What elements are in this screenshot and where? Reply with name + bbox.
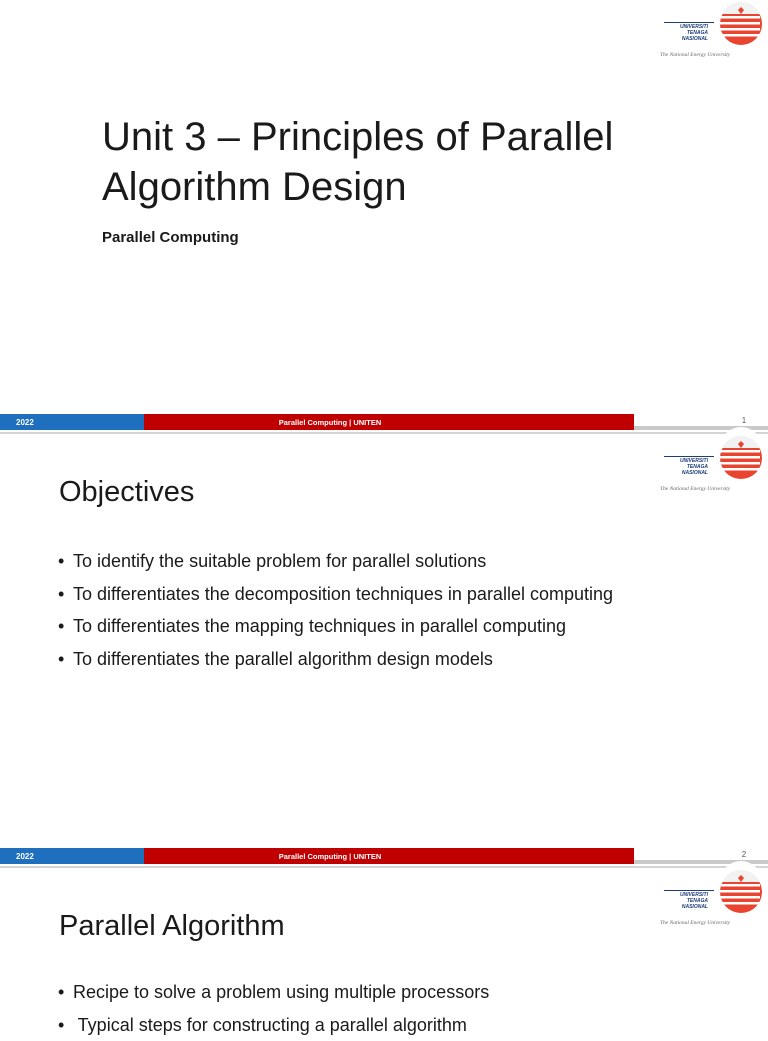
footer-course: Parallel Computing | UNITEN <box>144 418 516 427</box>
footer-course: Parallel Computing | UNITEN <box>144 852 516 861</box>
slide-footer <box>0 846 768 866</box>
list-item: • To differentiates the mapping techniques in parallel computing <box>58 610 613 643</box>
svg-text:TENAGA: TENAGA <box>687 30 709 36</box>
logo-tagline: The National Energy University <box>660 920 760 926</box>
list-item: • To identify the suitable problem for parallel solutions <box>58 545 613 578</box>
uniten-logo <box>660 870 760 930</box>
svg-text:TENAGA: TENAGA <box>687 898 709 904</box>
list-item: • Typical steps for constructing a parallel algorithm <box>58 1009 489 1041</box>
slide-title: Parallel Algorithm <box>59 910 285 943</box>
slide-subtitle: Parallel Computing <box>102 229 239 246</box>
slide-1 <box>0 0 768 432</box>
slide-number: 2 <box>736 850 752 859</box>
svg-text:UNIVERSITI: UNIVERSITI <box>680 892 709 898</box>
list-item: • Recipe to solve a problem using multiple processors <box>58 976 489 1009</box>
svg-text:NASIONAL: NASIONAL <box>682 36 708 42</box>
footer-year: 2022 <box>16 418 34 427</box>
bullet-list <box>58 976 489 1041</box>
uniten-logo <box>660 436 760 496</box>
list-item: • To differentiates the decomposition techniques in parallel computing <box>58 578 613 611</box>
logo-tagline: The National Energy University <box>660 486 760 492</box>
slide-2 <box>0 434 768 866</box>
slide-title: Objectives <box>59 476 194 509</box>
svg-text:TENAGA: TENAGA <box>687 464 709 470</box>
bullet-list <box>58 545 613 675</box>
list-item: • To differentiates the parallel algorithm design models <box>58 643 613 676</box>
svg-text:NASIONAL: NASIONAL <box>682 904 708 910</box>
slide-title: Unit 3 – Principles of Parallel Algorithm Design <box>102 112 702 212</box>
footer-year: 2022 <box>16 852 34 861</box>
svg-text:UNIVERSITI: UNIVERSITI <box>680 24 709 30</box>
uniten-logo <box>660 2 760 62</box>
svg-text:UNIVERSITI: UNIVERSITI <box>680 458 709 464</box>
svg-text:NASIONAL: NASIONAL <box>682 470 708 476</box>
slide-3 <box>0 868 768 1024</box>
slide-number: 1 <box>736 416 752 425</box>
slide-footer <box>0 412 768 432</box>
logo-tagline: The National Energy University <box>660 52 760 58</box>
